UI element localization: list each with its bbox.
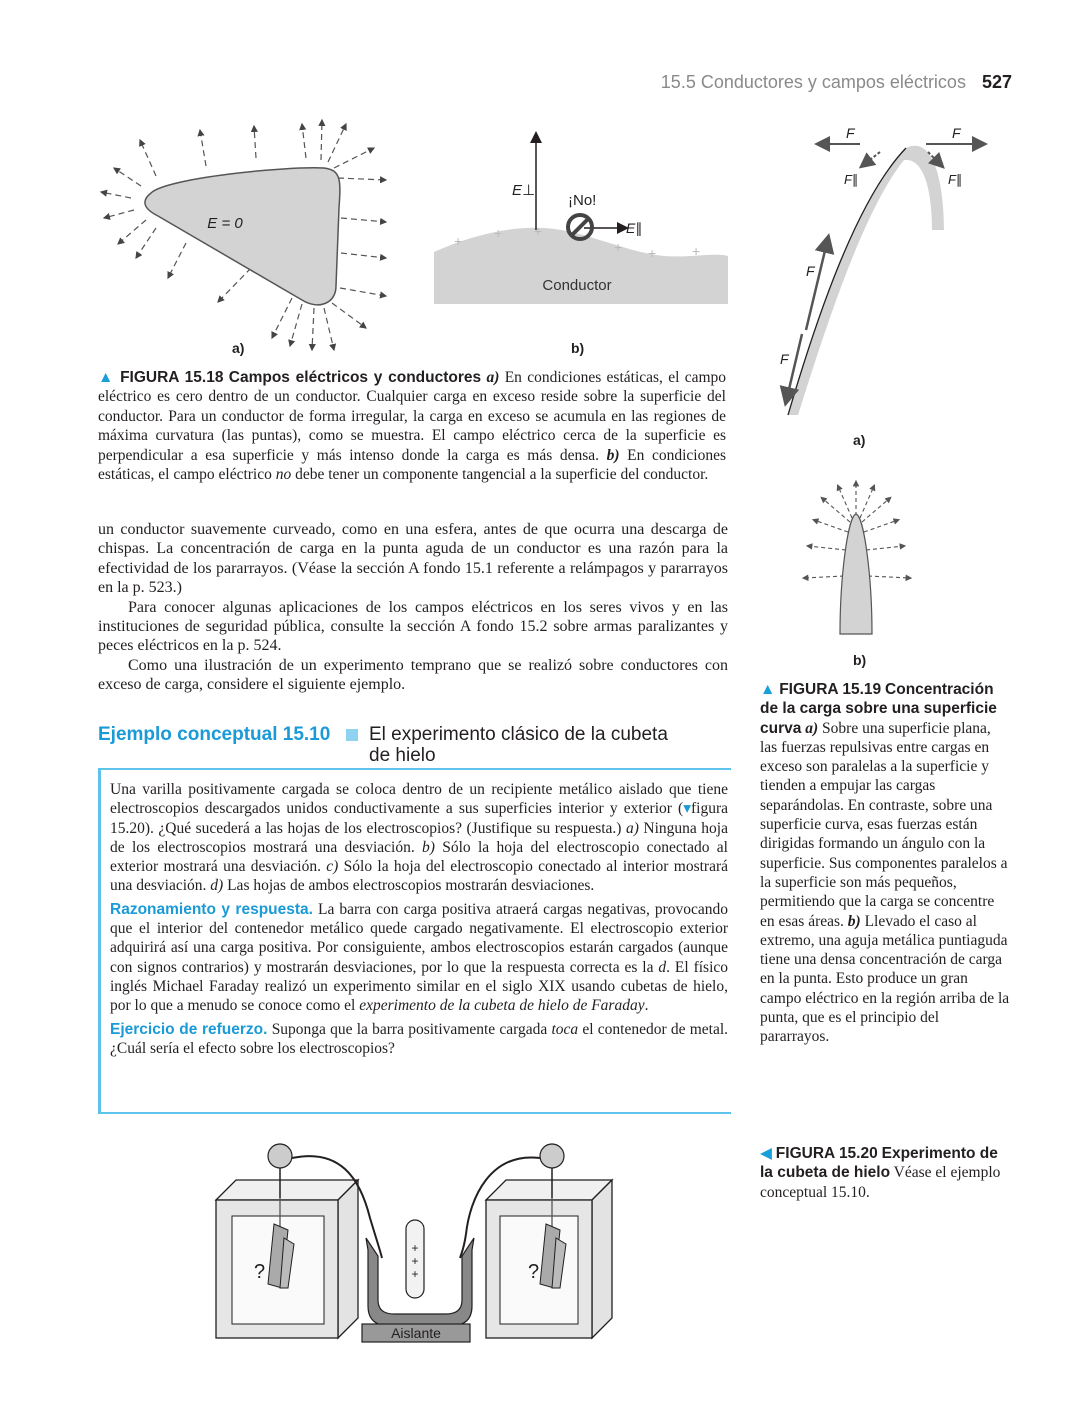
no-label: ¡No! bbox=[568, 192, 597, 209]
figure-15-19a-label: a) bbox=[853, 432, 866, 448]
figure-15-18a-diagram bbox=[96, 118, 396, 358]
svg-text:+: + bbox=[648, 245, 657, 261]
caption-triangle-icon: ▲ bbox=[98, 369, 115, 386]
figure-15-18a-label: a) bbox=[232, 340, 245, 356]
section-title: 15.5 Conductores y campos eléctricos bbox=[660, 72, 966, 92]
figure-15-19b-diagram bbox=[800, 476, 920, 638]
example-text bbox=[110, 780, 728, 1062]
figure-15-20-diagram bbox=[210, 1138, 620, 1344]
question-mark-right: ? bbox=[528, 1261, 540, 1283]
example-exercise: Ejercicio de refuerzo. Suponga que la barra positivamente cargada toca el contenedor de metal. ¿Cuál sería el efecto sobre los electroscopios? bbox=[110, 1020, 729, 1057]
caption-triangle-icon: ▲ bbox=[760, 681, 776, 698]
figure-15-18b-diagram bbox=[434, 128, 728, 306]
force-par-label-right: F∥ bbox=[948, 172, 963, 187]
caption-left-triangle-icon: ◀ bbox=[760, 1145, 772, 1162]
question-mark-left: ? bbox=[254, 1261, 266, 1283]
figure-15-18b-label: b) bbox=[571, 340, 585, 356]
running-head bbox=[661, 72, 1012, 93]
down-arrow-icon: ▾ bbox=[683, 800, 691, 818]
paragraph-3: Como una ilustración de un experimento temprano que se realizó sobre conductores con exceso de carga, considere el siguiente ejemplo. bbox=[98, 656, 728, 694]
force-label-top-left: F bbox=[846, 125, 855, 141]
example-reasoning: Razonamiento y respuesta. La barra con carga positiva atraerá cargas negativas, provocando que el interior del contenedor metálico quede cargado negativamente. El electroscopio exterior adquirirá así una carga positiva. Por consiguiente, ambos electroscopios estarán cargados (aunque con signos contrarios) y mostrarán desviaciones, por lo que la respuesta correcta es la d. El físico inglés Michael Faraday realizó un experimento similar en el siglo XIX usando cubetas de hielo, por lo que a menudo se conoce como el experimento de la cubeta de hielo de Faraday. bbox=[110, 900, 729, 1015]
e-zero-label: E = 0 bbox=[207, 215, 243, 232]
left-electroscope bbox=[216, 1144, 358, 1338]
force-label-up: F bbox=[806, 263, 815, 279]
example-label: Ejemplo conceptual 15.10 bbox=[98, 724, 331, 745]
conductor-label: Conductor bbox=[542, 277, 612, 294]
body-text bbox=[98, 520, 728, 695]
example-square-icon bbox=[346, 729, 358, 741]
svg-text:+: + bbox=[614, 239, 623, 255]
example-question: Una varilla positivamente cargada se coloca dentro de un recipiente metálico aislado que tiene electroscopios descargados unidos conductivamente a sus superficies interior y exterior (▾figura 15.20). ¿Qué sucederá a las hojas de los electroscopios? (Justifique su respuesta.) a) Ninguna hoja de los electroscopios mostrará una desviación. b) Sólo la hoja del electroscopio conectado al exterior mostrará una desviación. c) Sólo la hoja del electroscopio conectado al interior mostrará una desviación. d) Las hojas de ambos electroscopios mostrarán desviaciones. bbox=[110, 781, 728, 895]
figure-15-20-caption: ◀ FIGURA 15.20 Experimento de la cubeta de hielo Véase el ejemplo conceptual 15.10. bbox=[760, 1145, 1001, 1201]
page-number: 527 bbox=[981, 72, 1012, 92]
svg-text:+: + bbox=[534, 223, 543, 239]
svg-text:+: + bbox=[692, 243, 701, 259]
figure-15-19b-label: b) bbox=[853, 652, 867, 668]
force-label-top-right: F bbox=[952, 125, 961, 141]
paragraph-2: Para conocer algunas aplicaciones de los campos eléctricos en los seres vivos y en las instituciones de seguridad pública, consulte la sección A fondo 15.2 sobre armas paralizantes y peces eléctricos en la p. 524. bbox=[98, 598, 728, 655]
e-perp-label: E⊥ bbox=[512, 182, 536, 199]
rod-plus-1: + bbox=[411, 1241, 419, 1255]
figure-15-18-caption: ▲ FIGURA 15.18 Campos eléctricos y conductores a) En condiciones estáticas, el campo eléctrico es cero dentro de un conductor. Cualquier carga en exceso reside sobre la superficie del conductor. Para un conductor de forma irregular, la carga en exceso se acumula en las regiones de máxima curvatura (las puntas), como se muestra. El campo eléctrico cerca de la superficie es perpendicular a esa superficie y más intenso donde la carga es más densa. b) En condiciones estáticas, el campo eléctrico no debe tener un componente tangencial a la superficie del conductor. bbox=[98, 369, 727, 484]
paragraph-1: un conductor suavemente curveado, como en una esfera, antes de que ocurra una descarga de chispas. La concentración de carga en la punta aguda de un conductor es una razón para la efectividad de los pararrayos. (Véase la sección A fondo 15.1 referente a relámpagos y pararrayos en la p. 523.) bbox=[98, 521, 728, 597]
force-par-label-left: F∥ bbox=[844, 172, 859, 187]
rod-plus-3: + bbox=[411, 1267, 419, 1281]
rod-plus-2: + bbox=[411, 1254, 419, 1268]
e-par-label: E∥ bbox=[626, 220, 643, 236]
figure-15-19-caption: ▲ FIGURA 15.19 Concentración de la carga sobre una superficie curva a) Sobre una superficie plana, las fuerzas repulsivas entre cargas en exceso son paralelas a la superficie y tienden a empujar las cargas separándolas. En contraste, sobre una superficie curva, esas fuerzas están dirigidas formando un ángulo con la superficie. Sus componentes paralelos a la superficie son más pequeños, permitiendo que la carga se concentre en esas áreas. b) Llevado el caso al extremo, una aguja metálica puntiaguda tiene una densa concentración de carga en la punta. Esto produce un gran campo eléctrico en la región arriba de la punta, que es el principio del pararrayos. bbox=[760, 681, 1010, 1046]
insulator-label: Aislante bbox=[391, 1325, 441, 1341]
svg-text:+: + bbox=[454, 233, 463, 249]
figure-15-19a-diagram bbox=[776, 120, 1006, 420]
example-title: El experimento clásico de la cubeta de hielo bbox=[369, 724, 668, 766]
force-label-down: F bbox=[780, 351, 789, 367]
svg-text:+: + bbox=[494, 225, 503, 241]
right-electroscope bbox=[486, 1144, 612, 1338]
